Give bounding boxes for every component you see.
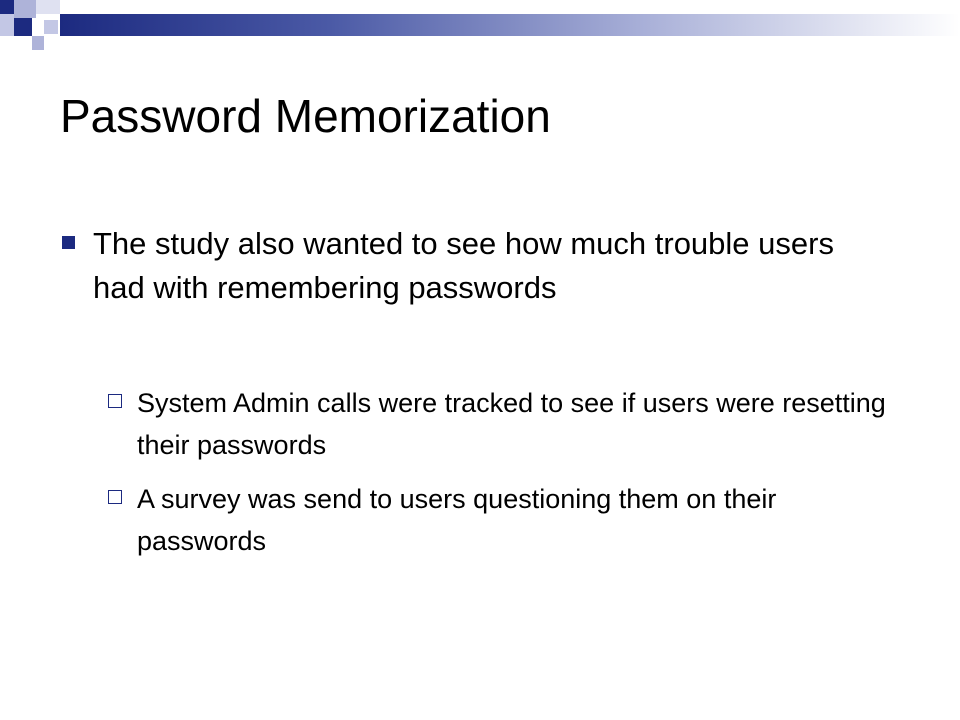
decorative-square	[0, 0, 14, 14]
decorative-square	[32, 36, 44, 50]
decorative-square	[14, 18, 32, 36]
bullet-text: The study also wanted to see how much trouble users had with remembering passwords	[93, 226, 834, 305]
filled-square-bullet-icon	[62, 236, 75, 249]
sub-bullet-text: A survey was send to users questioning them on their passwords	[137, 484, 777, 556]
decorative-square	[0, 14, 14, 36]
decorative-square	[14, 0, 36, 18]
hollow-square-bullet-icon	[108, 490, 122, 504]
slide-title: Password Memorization	[60, 90, 551, 142]
sub-bullet-text: System Admin calls were tracked to see if users were resetting their passwords	[137, 388, 886, 460]
decorative-square	[44, 20, 58, 34]
decorative-square	[36, 0, 60, 14]
header-gradient-bar	[60, 14, 960, 36]
hollow-square-bullet-icon	[108, 394, 122, 408]
